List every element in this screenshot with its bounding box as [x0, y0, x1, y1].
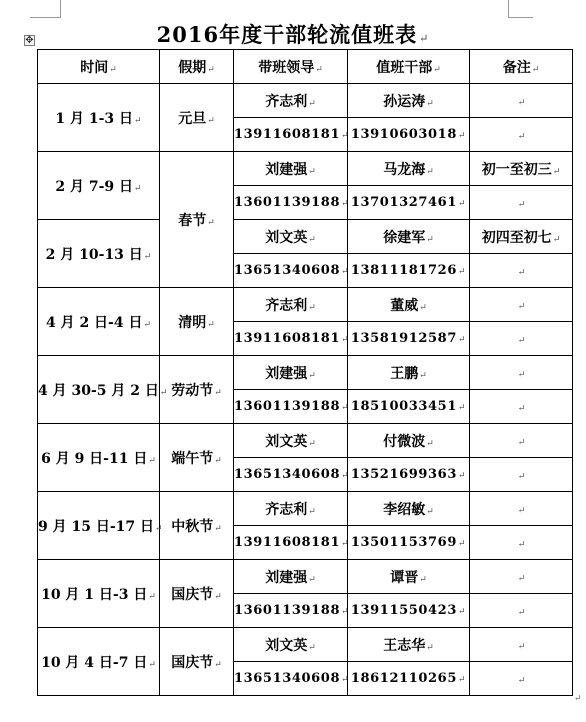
leader-phone-cell-text: 13651340608	[234, 671, 341, 686]
holiday-cell-text: 劳动节	[171, 382, 214, 399]
duty-name-cell-text: 马龙海	[383, 161, 426, 178]
duty-name-cell	[348, 492, 470, 526]
duty-phone-cell	[348, 254, 470, 288]
leader-phone-cell-text: 13911608181	[234, 331, 341, 346]
duty-phone-cell	[348, 594, 470, 628]
page-crop-mark	[60, 0, 61, 18]
leader-name-cell-text: 刘文英	[265, 433, 308, 450]
holiday-cell	[160, 152, 234, 288]
cell-end-mark: ↵	[148, 659, 156, 670]
cell-end-mark: ↵	[308, 642, 316, 653]
note-cell	[470, 322, 573, 356]
page-crop-mark	[508, 0, 509, 18]
note-cell	[470, 458, 573, 492]
cell-end-mark: ↵	[457, 675, 467, 685]
leader-name-cell	[234, 492, 348, 526]
note-cell	[470, 84, 573, 118]
cell-end-mark: ↵	[207, 217, 215, 228]
cell-end-mark: ↵	[426, 438, 434, 449]
duty-name-cell-text: 孙运涛	[383, 93, 426, 110]
header-cell: 值班干部↵	[348, 50, 470, 84]
cell-end-mark: ↵	[457, 267, 467, 277]
duty-name-cell-text: 董威	[390, 297, 419, 314]
cell-end-mark: ↵	[308, 234, 316, 245]
date-cell-text: 9 月 15 日-17 日	[38, 518, 155, 535]
holiday-cell	[160, 492, 234, 560]
holiday-cell-text: 国庆节	[171, 586, 214, 603]
duty-name-cell-text: 付微波	[383, 433, 426, 450]
cell-end-mark: ↵	[207, 115, 215, 126]
cell-end-mark: ↵	[341, 199, 350, 209]
cell-end-mark: ↵	[341, 607, 350, 617]
cell-end-mark: ↵	[341, 675, 350, 685]
date-cell-text: 2 月 7-9 日	[55, 178, 134, 195]
date-cell-text: 4 月 2 日-4 日	[45, 314, 143, 331]
date-cell	[38, 424, 160, 492]
table-row	[38, 152, 573, 186]
holiday-cell	[160, 628, 234, 696]
page-crop-mark	[508, 17, 533, 18]
duty-name-cell	[348, 628, 470, 662]
note-cell	[470, 254, 573, 288]
cell-end-mark: ↵	[457, 131, 467, 141]
leader-phone-cell-text: 13651340608	[234, 263, 341, 278]
paragraph-mark: ↵	[419, 32, 430, 45]
holiday-cell-text: 春节	[178, 212, 207, 229]
cell-end-mark: ↵	[419, 574, 427, 585]
duty-phone-cell	[348, 186, 470, 220]
leader-phone-cell-text: 13601139188	[234, 603, 341, 618]
page-crop-mark	[30, 17, 61, 18]
leader-phone-cell	[234, 526, 348, 560]
duty-name-cell-text: 徐建军	[383, 229, 426, 246]
leader-name-cell	[234, 220, 348, 254]
table-row	[38, 560, 573, 594]
note-cell	[470, 628, 573, 662]
cell-end-mark: ↵	[517, 675, 526, 686]
leader-phone-cell-text: 13601139188	[234, 195, 341, 210]
cell-end-mark: ↵	[214, 659, 222, 670]
cell-end-mark: ↵	[517, 607, 526, 618]
cell-end-mark: ↵	[134, 183, 142, 194]
note-cell	[470, 186, 573, 220]
cell-end-mark: ↵	[341, 335, 350, 345]
cell-end-mark: ↵	[155, 523, 163, 534]
end-of-row-mark: ↵	[574, 694, 582, 704]
cell-end-mark: ↵	[308, 574, 316, 585]
cell-end-mark: ↵	[143, 251, 152, 262]
duty-phone-cell	[348, 118, 470, 152]
cell-end-mark: ↵	[517, 471, 526, 482]
leader-name-cell	[234, 424, 348, 458]
duty-phone-cell-text: 13501153769	[350, 535, 457, 550]
table-row	[38, 492, 573, 526]
leader-name-cell-text: 齐志利	[265, 93, 308, 110]
note-cell	[470, 390, 573, 424]
cell-end-mark: ↵	[341, 471, 350, 481]
leader-name-cell	[234, 356, 348, 390]
leader-name-cell	[234, 288, 348, 322]
cell-end-mark: ↵	[552, 166, 561, 177]
cell-end-mark: ↵	[457, 199, 467, 209]
duty-phone-cell-text: 13581912587	[350, 331, 457, 346]
leader-phone-cell	[234, 118, 348, 152]
leader-phone-cell	[234, 458, 348, 492]
cell-end-mark: ↵	[457, 539, 467, 549]
table-row	[38, 424, 573, 458]
cell-end-mark: ↵	[517, 131, 526, 142]
duty-phone-cell-text: 13521699363	[350, 467, 457, 482]
cell-end-mark: ↵	[517, 369, 526, 380]
leader-phone-cell	[234, 594, 348, 628]
cell-end-mark: ↵	[308, 438, 316, 449]
header-cell: 假期↵	[160, 50, 234, 84]
cell-end-mark: ↵	[341, 131, 350, 141]
date-cell	[38, 220, 160, 288]
holiday-cell	[160, 424, 234, 492]
note-cell	[470, 288, 573, 322]
note-cell	[470, 492, 573, 526]
cell-end-mark: ↵	[426, 506, 434, 517]
holiday-cell-text: 元旦	[178, 110, 207, 127]
header-cell: 备注↵	[470, 50, 573, 84]
cell-end-mark: ↵	[207, 319, 215, 330]
duty-name-cell-text: 李绍敏	[383, 501, 426, 518]
table-row	[38, 628, 573, 662]
duty-name-cell	[348, 288, 470, 322]
leader-name-cell-text: 齐志利	[265, 501, 308, 518]
duty-phone-cell-text: 13911550423	[350, 603, 457, 618]
cell-end-mark: ↵	[517, 539, 526, 550]
duty-phone-cell	[348, 526, 470, 560]
date-cell	[38, 84, 160, 152]
duty-phone-cell-text: 13910603018	[350, 127, 457, 142]
duty-name-cell-text: 谭晋	[390, 569, 419, 586]
leader-name-cell-text: 刘建强	[265, 569, 308, 586]
cell-end-mark: ↵	[457, 403, 467, 413]
table-row	[38, 288, 573, 322]
cell-end-mark: ↵	[214, 455, 222, 466]
duty-name-cell-text: 王鹏	[390, 365, 419, 382]
table-row	[38, 220, 573, 254]
document-title-text: 2016年度干部轮流值班表	[156, 22, 418, 47]
table-row	[38, 356, 573, 390]
cell-end-mark: ↵	[517, 403, 526, 414]
cell-end-mark: ↵	[419, 302, 427, 313]
duty-phone-cell	[348, 662, 470, 696]
duty-name-cell	[348, 152, 470, 186]
holiday-cell-text: 国庆节	[171, 654, 214, 671]
leader-phone-cell-text: 13911608181	[234, 535, 341, 550]
leader-phone-cell	[234, 662, 348, 696]
table-row	[38, 84, 573, 118]
cell-end-mark: ↵	[517, 437, 526, 448]
cell-end-mark: ↵	[426, 642, 434, 653]
leader-phone-cell-text: 13601139188	[234, 399, 341, 414]
holiday-cell-text: 端午节	[171, 450, 214, 467]
duty-name-cell-text: 王志华	[383, 637, 426, 654]
date-cell-text: 6 月 9 日-11 日	[41, 450, 148, 467]
cell-end-mark: ↵	[517, 301, 526, 312]
leader-phone-cell	[234, 254, 348, 288]
note-cell	[470, 526, 573, 560]
leader-name-cell-text: 刘建强	[265, 161, 308, 178]
cell-end-mark: ↵	[517, 505, 526, 516]
cell-end-mark: ↵	[308, 302, 316, 313]
header-row	[38, 50, 573, 84]
duty-phone-cell-text: 18510033451	[350, 399, 457, 414]
cell-end-mark: ↵	[308, 166, 316, 177]
note-cell	[470, 220, 573, 254]
date-cell	[38, 152, 160, 220]
cell-end-mark: ↵	[517, 573, 526, 584]
date-cell	[38, 356, 168, 424]
leader-phone-cell	[234, 322, 348, 356]
date-cell	[38, 492, 163, 560]
duty-name-cell	[348, 560, 470, 594]
date-cell	[38, 288, 160, 356]
note-cell-text: 初四至初七	[481, 229, 552, 246]
cell-end-mark: ↵	[214, 591, 222, 602]
cell-end-mark: ↵	[308, 370, 316, 381]
document-title	[0, 19, 586, 49]
holiday-cell	[160, 560, 234, 628]
note-cell	[470, 424, 573, 458]
cell-end-mark: ↵	[341, 539, 350, 549]
duty-phone-cell	[348, 322, 470, 356]
cell-end-mark: ↵	[517, 199, 526, 210]
leader-phone-cell-text: 13911608181	[234, 127, 341, 142]
holiday-cell	[160, 356, 234, 424]
cell-end-mark: ↵	[552, 234, 561, 245]
date-cell-text: 10 月 1 日-3 日	[41, 586, 148, 603]
date-cell-text: 2 月 10-13 日	[45, 246, 143, 263]
leader-name-cell	[234, 560, 348, 594]
duty-phone-cell	[348, 458, 470, 492]
duty-phone-cell-text: 13811181726	[350, 263, 457, 278]
duty-phone-cell-text: 13701327461	[350, 195, 457, 210]
leader-phone-cell-text: 13651340608	[234, 467, 341, 482]
date-cell-text: 1 月 1-3 日	[55, 110, 134, 127]
cell-end-mark: ↵	[214, 523, 222, 534]
cell-end-mark: ↵	[426, 166, 434, 177]
duty-name-cell	[348, 84, 470, 118]
cell-end-mark: ↵	[419, 370, 427, 381]
date-cell-text: 4 月 30-5 月 2 日	[38, 382, 159, 399]
leader-name-cell-text: 刘文英	[265, 229, 308, 246]
leader-phone-cell	[234, 186, 348, 220]
date-cell	[38, 628, 160, 696]
cell-end-mark: ↵	[457, 471, 467, 481]
leader-name-cell	[234, 84, 348, 118]
leader-name-cell	[234, 628, 348, 662]
note-cell	[470, 560, 573, 594]
leader-name-cell-text: 齐志利	[265, 297, 308, 314]
cell-end-mark: ↵	[341, 267, 350, 277]
cell-end-mark: ↵	[457, 335, 467, 345]
duty-phone-cell-text: 18612110265	[350, 671, 457, 686]
duty-name-cell	[348, 356, 470, 390]
cell-end-mark: ↵	[426, 98, 434, 109]
leader-name-cell-text: 刘建强	[265, 365, 308, 382]
holiday-cell-text: 清明	[178, 314, 207, 331]
leader-phone-cell	[234, 390, 348, 424]
note-cell	[470, 118, 573, 152]
cell-end-mark: ↵	[148, 591, 156, 602]
cell-end-mark: ↵	[517, 267, 526, 278]
header-cell: 带班领导↵	[234, 50, 348, 84]
cell-end-mark: ↵	[426, 234, 434, 245]
date-cell	[38, 560, 160, 628]
note-cell	[470, 594, 573, 628]
holiday-cell-text: 中秋节	[171, 518, 214, 535]
holiday-cell	[160, 84, 234, 152]
cell-end-mark: ↵	[308, 98, 316, 109]
cell-end-mark: ↵	[159, 387, 168, 398]
note-cell	[470, 152, 573, 186]
cell-end-mark: ↵	[341, 403, 350, 413]
table-move-handle[interactable]: ✥	[25, 35, 34, 46]
duty-schedule-table	[37, 49, 573, 696]
leader-name-cell-text: 刘文英	[265, 637, 308, 654]
note-cell	[470, 356, 573, 390]
duty-name-cell	[348, 424, 470, 458]
date-cell-text: 10 月 4 日-7 日	[41, 654, 148, 671]
cell-end-mark: ↵	[517, 335, 526, 346]
cell-end-mark: ↵	[308, 506, 316, 517]
header-cell: 时间↵	[38, 50, 160, 84]
note-cell-text: 初一至初三	[481, 161, 552, 178]
duty-phone-cell	[348, 390, 470, 424]
leader-name-cell	[234, 152, 348, 186]
cell-end-mark: ↵	[517, 641, 526, 652]
cell-end-mark: ↵	[214, 387, 222, 398]
cell-end-mark: ↵	[134, 115, 142, 126]
cell-end-mark: ↵	[457, 607, 467, 617]
note-cell	[470, 662, 573, 696]
duty-name-cell	[348, 220, 470, 254]
cell-end-mark: ↵	[148, 455, 156, 466]
holiday-cell	[160, 288, 234, 356]
cell-end-mark: ↵	[143, 319, 152, 330]
cell-end-mark: ↵	[517, 97, 526, 108]
